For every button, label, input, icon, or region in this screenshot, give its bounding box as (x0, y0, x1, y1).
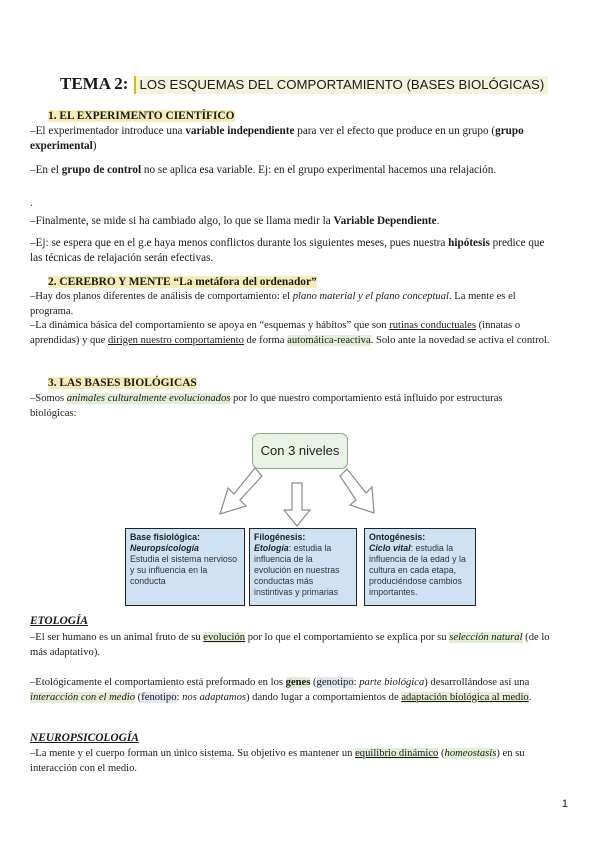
diagram-card-base-fisiologica: Base fisiológica: Neuropsicología Estudia el sistema nervioso y su influencia en la conducta (125, 528, 245, 606)
sec3-paragraph-1: –Somos animales culturalmente evolucionados por lo que nuestro comportamiento está influido por estructuras biológicas: (30, 393, 503, 419)
section-2-heading: 2. CEREBRO Y MENTE “La metáfora del ordenador” (48, 276, 317, 288)
neuropsicologia-heading: NEUROPSICOLOGÍA (30, 732, 139, 744)
sec1-dot: . (30, 197, 33, 209)
sec2-paragraph-1: –Hay dos planos diferentes de análisis de comportamiento: el plano material y el plano conceptual. La mente es el programa. (30, 291, 516, 317)
section-3-heading: 3. LAS BASES BIOLÓGICAS (48, 377, 197, 389)
title-subtitle: LOS ESQUEMAS DEL COMPORTAMIENTO (BASES BIOLÓGICAS) (134, 76, 548, 94)
sec1-paragraph-1: –El experimentador introduce una variable independiente para ver el efecto que produce en un grupo (grupo experimental) (30, 125, 524, 152)
etologia-paragraph-2: –Etológicamente el comportamiento está preformado en los genes (genotipo: parte biológica) desarrollándose así una interacción con el medio (fenotipo: nos adaptamos) dando lugar a comportamientos de adaptación biológica al medio. (30, 677, 532, 703)
sec1-paragraph-4: –Ej: se espera que en el g.e haya menos conflictos durante los siguientes meses, pues nuestra hipótesis predice que las técnicas de relajación serán efectivas. (30, 237, 545, 264)
diagram-top-box: Con 3 niveles (252, 433, 348, 469)
page-number: 1 (561, 798, 568, 810)
sec1-paragraph-2: –En el grupo de control no se aplica esa variable. Ej: en el grupo experimental hacemos una relajación. (30, 164, 497, 176)
diagram-card-filogenesis: Filogénesis: Etología: estudia la influencia de la evolución en nuestras conductas más instintivas y primarias (249, 528, 357, 606)
neuropsicologia-paragraph-1: –La mente y el cuerpo forman un único sistema. Su objetivo es mantener un equilibrio dinámico (homeostasis) en su interacción con el medio. (30, 748, 525, 774)
sec1-paragraph-3: –Finalmente, se mide si ha cambiado algo, lo que se llama medir la Variable Dependiente. (30, 215, 440, 227)
arrow-right (340, 469, 374, 513)
sec2-paragraph-2: –La dinámica básica del comportamiento se apoya en “esquemas y hábitos” que son rutinas conductuales (innatas o aprendidas) y que dirigen nuestro comportamiento de forma automática-reactiva. Solo ante la novedad se activa el control. (30, 320, 550, 346)
etologia-paragraph-1: –El ser humano es un animal fruto de su evolución por lo que el comportamiento se explica por su selección natural (de lo más adaptativo). (30, 632, 550, 658)
section-1-heading: 1. EL EXPERIMENTO CIENTÍFICO (48, 110, 235, 122)
title-tema: TEMA 2: (60, 74, 129, 93)
etologia-heading: ETOLOGÍA (30, 615, 89, 627)
diagram-card-ontogenesis: Ontogénesis: Ciclo vital: estudia la influencia de la edad y la cultura en cada etapa, produciéndose cambios importantes. (364, 528, 476, 606)
arrow-left (220, 468, 262, 514)
arrow-middle (284, 483, 310, 526)
